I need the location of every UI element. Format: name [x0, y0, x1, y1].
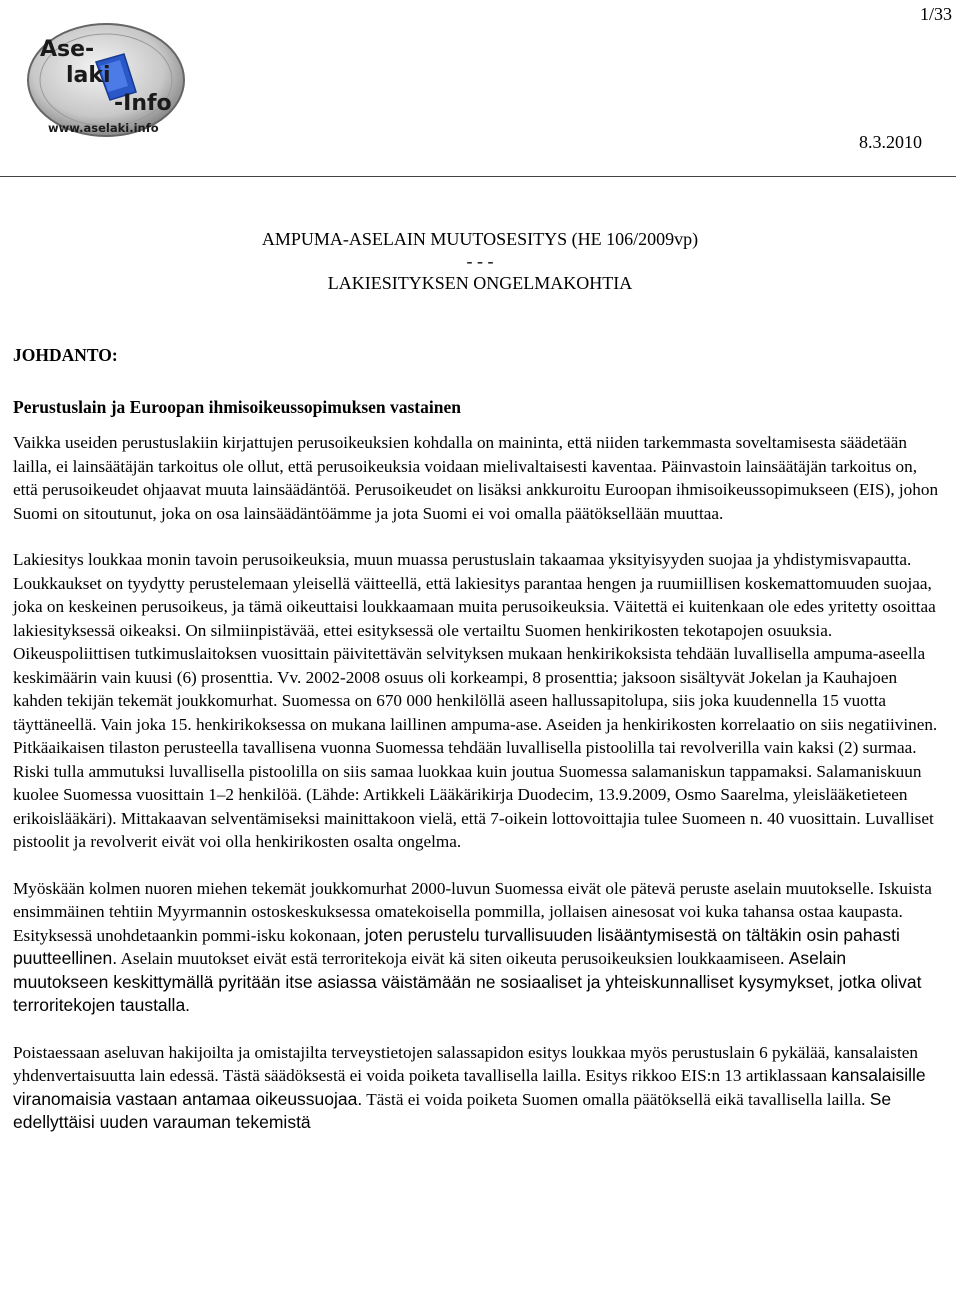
svg-text:-Info: -Info	[114, 91, 172, 116]
paragraph-1: Vaikka useiden perustuslakiin kirjattujen perusoikeuksien kohdalla on maininta, että niiden tarkemmasta soveltamisesta säädetään lailla, ei lainsäätäjän tarkoitus ole ollut, että perusoikeuksia voidaan mielivaltaisesti kaventaa. Päinvastoin lainsäätäjän tarkoitus on, että perusoikeudet ohjaavat muuta lainsäädäntöä. Perusoikeudet on lisäksi ankkuroitu Euroopan ihmisoikeussopimukseen (EIS), johon Suomi on sitoutunut, joka on osa lainsäädäntöämme ja jota Suomi ei voi omalla päätöksellään muuttaa.	[13, 433, 939, 523]
subsection-heading: Perustuslain ja Euroopan ihmisoikeussopimuksen vastainen	[13, 396, 461, 417]
document-title	[0, 228, 960, 294]
header-divider	[0, 176, 956, 177]
paragraph-3-part-b: joten perustelu turvallisuuden lisääntymisestä on tältäkin osin pahasti puutteellinen.	[13, 924, 900, 968]
page-number: 1/33	[919, 4, 952, 24]
title-line-2: LAKIESITYKSEN ONGELMAKOHTIA	[327, 273, 633, 293]
document-body	[13, 344, 943, 1158]
paragraph-4-part-d: Se edellyttäisi uuden varauman tekemistä	[13, 1088, 892, 1132]
paragraph-4-part-c: Tästä ei voida poiketa Suomen omalla päätöksellä eikä tavallisella lailla.	[366, 1089, 866, 1109]
paragraph-3-part-a: Myöskään kolmen nuoren miehen tekemät joukkomurhat 2000-luvun Suomessa eivät ole pätevä peruste aselain muutokselle. Iskuista ensimmäinen tehtiin Myyrmannin ostoskeskuksessa omatekoisella pommilla, jollaisen ainesosat voi kuka tahansa ostaa kaupasta. Esityksessä unohdetaankin pommi-isku kokonaan,	[13, 878, 932, 945]
paragraph-4	[13, 1041, 943, 1135]
section-heading: JOHDANTO:	[13, 345, 118, 365]
document-date: 8.3.2010	[859, 132, 922, 152]
paragraph-4-part-a: Poistaessaan aseluvan hakijoilta ja omistajilta terveystietojen salassapidon esitys loukkaa myös perustuslain 6 pykälää, kansalaisten yhdenvertaisuutta lain edessä. Tästä säädöksestä ei voida poiketa tavallisella lailla. Esitys rikkoo EIS:n 13 artiklassaan	[13, 1042, 918, 1085]
paragraph-3	[13, 877, 943, 1018]
title-line-1: AMPUMA-ASELAIN MUUTOSESITYS (HE 106/2009vp)	[261, 229, 699, 249]
svg-text:laki: laki	[66, 63, 111, 88]
title-separator: - - -	[466, 251, 494, 271]
aselaki-info-logo	[26, 20, 196, 140]
paragraph-2: Lakiesitys loukkaa monin tavoin perusoikeuksia, muun muassa perustuslain takaamaa yksityisyyden suojaa ja yhdistymisvapautta. Loukkaukset on tyydytty perustelemaan yleisellä väitteellä, että lakiesitys parantaa hengen ja ruumiillisen koskemattomuuden suojaa, joka on keskeinen perusoikeus, ja tämä oikeuttaisi loukkaamaan muita perusoikeuksia. Väitettä ei kuitenkaan ole edes yritetty osoittaa lakiesityksessä oikeaksi. On silmiinpistävää, ettei esityksessä ole vertailtu Suomen henkirikosten tekotapojen osuuksia. Oikeuspoliittisen tutkimuslaitoksen vuosittain päivitettävän selvityksen mukaan henkirikoksista tehdään luvallisella ampuma-aseella keskimäärin vain kuusi (6) prosenttia. Vv. 2002-2008 osuus oli korkeampi, 8 prosenttia; jaksoon sisältyvät Jokelan ja Kauhajoen kahden tekijän tekemät joukkomurhat. Suomessa on 670 000 henkilöllä aseen hallussapitolupa, siis joka kuudennella 15 vuotta täyttäneellä. Vain joka 15. henkirikoksessa on mukana laillinen ampuma-ase. Aseiden ja henkirikosten korrelaatio on siis negatiivinen. Pitkäaikaisen tilaston perusteella tavallisena vuonna Suomessa tehdään luvallisella pistoolilla tai revolverilla vain kaksi (2) surmaa. Riski tulla ammutuksi luvallisella pistoolilla on siis samaa luokkaa kuin joutua Suomessa salamaniskun tappamaksi. Salamaniskuun kuolee Suomessa vuosittain 1–2 henkilöä. (Lähde: Artikkeli Lääkärikirja Duodecim, 13.9.2009, Osmo Saarelma, yleislääketieteen erikoislääkäri). Mittakaavan selventämiseksi mainittakoon vielä, että 7-oikein lottovoittajia tulee Suomeen n. 40 vuosittain. Luvalliset pistoolit ja revolverit eivät voi olla henkirikosten osalta ongelma.	[13, 550, 938, 851]
paragraph-4-part-b: kansalaisille viranomaisia vastaan antamaa oikeussuojaa.	[13, 1065, 926, 1109]
svg-text:www.aselaki.info: www.aselaki.info	[48, 121, 159, 135]
svg-text:Ase-: Ase-	[40, 37, 95, 62]
paragraph-3-part-d: Aselain muutokseen keskittymällä pyritään itse asiassa väistämään ne sosiaaliset ja yhteiskunnalliset kysymykset, jotka olivat terroritekojen taustalla.	[13, 948, 922, 1015]
paragraph-3-part-c: Aselain muutokset eivät estä terroritekoja eivät kä siten oikeuta perusoikeuksien loukkaamiseen.	[120, 949, 785, 968]
